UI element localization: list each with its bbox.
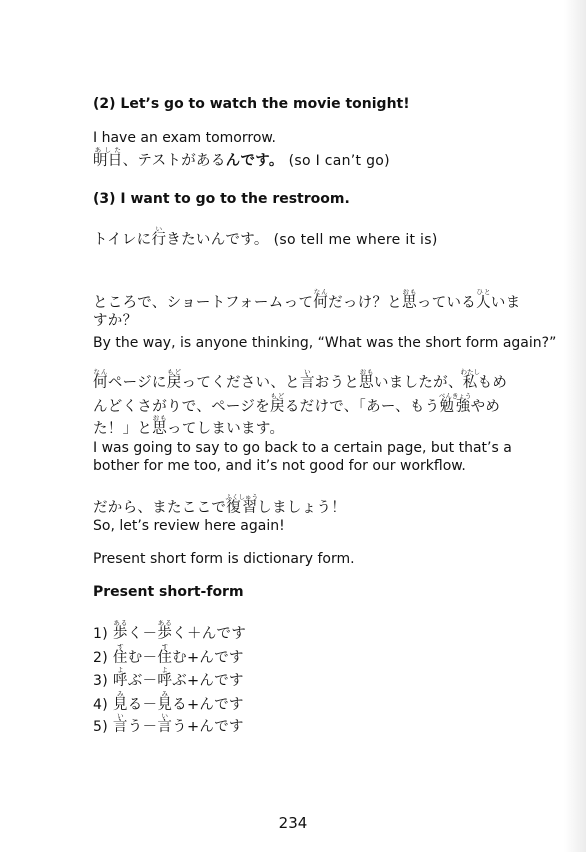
kanji: 何 [93, 375, 108, 391]
jp-text: やめ [470, 399, 501, 415]
jp-text: しましょう！ [257, 500, 347, 516]
kanji: 思 [152, 421, 168, 437]
example-3-gloss: (so tell me where it is) [273, 232, 438, 248]
kanji: 見 [112, 697, 128, 713]
jp-text: う+んです [172, 719, 244, 735]
kanji: 行 [151, 232, 167, 248]
furigana: す [112, 643, 128, 651]
short-form-item [93, 712, 244, 737]
jp-text: う－ [127, 719, 158, 735]
kanji: 歩 [157, 626, 173, 642]
furigana: よ [112, 666, 128, 674]
furigana: す [157, 643, 173, 651]
kanji: 言 [157, 719, 173, 735]
jp-text: む－ [127, 650, 158, 666]
example-2-heading: (2) Let’s go to watch the movie tonight! [93, 96, 410, 112]
jp-text: ページに [107, 375, 167, 391]
page-number: 234 [278, 814, 308, 832]
kanji: 歩 [112, 626, 128, 642]
jp-text: いま [490, 295, 521, 311]
para3-japanese [93, 493, 346, 518]
kanji: 私 [460, 375, 480, 391]
jp-text: んどくさがりで、ページを [93, 399, 271, 415]
kanji: 呼 [112, 673, 128, 689]
jp-text: ぶ+んです [172, 673, 244, 689]
furigana: おも [359, 368, 374, 376]
short-form-item [93, 666, 244, 691]
furigana: おも [402, 288, 417, 296]
para3-english: So, let’s review here again! [93, 518, 285, 534]
kanji: 勉強 [438, 399, 472, 415]
kanji: 住 [157, 650, 173, 666]
jp-text: 、テストがある [122, 153, 226, 169]
kanji: 何 [313, 295, 329, 311]
furigana: もど [270, 392, 285, 400]
furigana: あした [93, 146, 123, 154]
kanji: 戻 [270, 399, 285, 415]
furigana: い [299, 368, 315, 376]
item-number: 4) [93, 697, 108, 713]
jp-text: ってください、と [181, 375, 300, 391]
jp-text: いましたが、 [373, 375, 463, 391]
jp-text: る－ [127, 697, 158, 713]
item-number: 1) [93, 626, 108, 642]
jp-text: だっけ？と [328, 295, 403, 311]
furigana: おも [152, 414, 168, 422]
para1-jp-line-2: すか？ [93, 313, 138, 329]
jp-text: ぶ－ [127, 673, 158, 689]
furigana: もど [166, 368, 182, 376]
furigana: み [112, 690, 128, 698]
example-2-english: I have an exam tomorrow. [93, 130, 276, 146]
short-form-item [93, 643, 244, 668]
furigana: わたし [460, 368, 480, 376]
jp-text: トイレに [93, 232, 152, 248]
kanji: 見 [157, 697, 173, 713]
furigana: い [157, 712, 173, 720]
para2-english-line-1: I was going to say to go back to a certain page, but that’s a [93, 440, 512, 456]
para1-jp-line-1 [93, 288, 521, 313]
furigana: ひと [476, 288, 491, 296]
kanji: 思 [359, 375, 374, 391]
item-number: 5) [93, 719, 108, 735]
jp-text: ところで、ショートフォームって [93, 295, 314, 311]
note-text: Present short form is dictionary form. [93, 551, 355, 567]
short-form-item [93, 619, 246, 644]
kanji: 思 [402, 295, 417, 311]
item-number: 3) [93, 673, 108, 689]
furigana: ふくしゅう [225, 493, 258, 501]
furigana: なん [93, 368, 108, 376]
jp-text: む+んです [172, 650, 244, 666]
furigana: み [157, 690, 173, 698]
para2-english-line-2: bother for me too, and it’s not good for our workflow. [93, 458, 466, 474]
furigana: ある [112, 619, 128, 627]
kanji: 戻 [166, 375, 182, 391]
jp-text: だから、またここで [93, 500, 227, 516]
kanji: 呼 [157, 673, 173, 689]
jp-text: く＋んです [172, 626, 247, 642]
page-edge-shadow [564, 0, 586, 852]
para1-english: By the way, is anyone thinking, “What was the short form again?” [93, 335, 557, 351]
short-form-heading: Present short-form [93, 584, 244, 600]
kanji: 人 [476, 295, 491, 311]
furigana: い [151, 225, 167, 233]
jp-text: もめ [477, 375, 508, 391]
jp-text: るだけで、「あー、もう [284, 399, 440, 415]
kanji: 言 [112, 719, 128, 735]
jp-text: た！」と [93, 421, 153, 437]
furigana: なん [313, 288, 329, 296]
jp-text: っている [416, 295, 477, 311]
example-2-japanese [93, 146, 390, 171]
example-3-heading: (3) I want to go to the restroom. [93, 191, 350, 207]
furigana: べんきょう [438, 392, 472, 400]
furigana: よ [157, 666, 173, 674]
jp-text: く－ [127, 626, 158, 642]
kanji: 言 [299, 375, 315, 391]
jp-bold-text: んです。 [225, 153, 284, 169]
para2-jp-line-1 [93, 368, 507, 393]
furigana: い [112, 712, 128, 720]
item-number: 2) [93, 650, 108, 666]
jp-text: きたいんです。 [166, 232, 269, 248]
jp-text: おうと [314, 375, 360, 391]
jp-text: ってしまいます。 [167, 421, 285, 437]
kanji: 明日 [93, 153, 123, 169]
jp-text: る+んです [172, 697, 244, 713]
example-2-gloss: (so I can’t go) [288, 153, 390, 169]
example-3-japanese [93, 225, 438, 250]
kanji: 住 [112, 650, 128, 666]
furigana: ある [157, 619, 173, 627]
kanji: 復習 [225, 500, 258, 516]
para2-jp-line-3 [93, 414, 284, 439]
